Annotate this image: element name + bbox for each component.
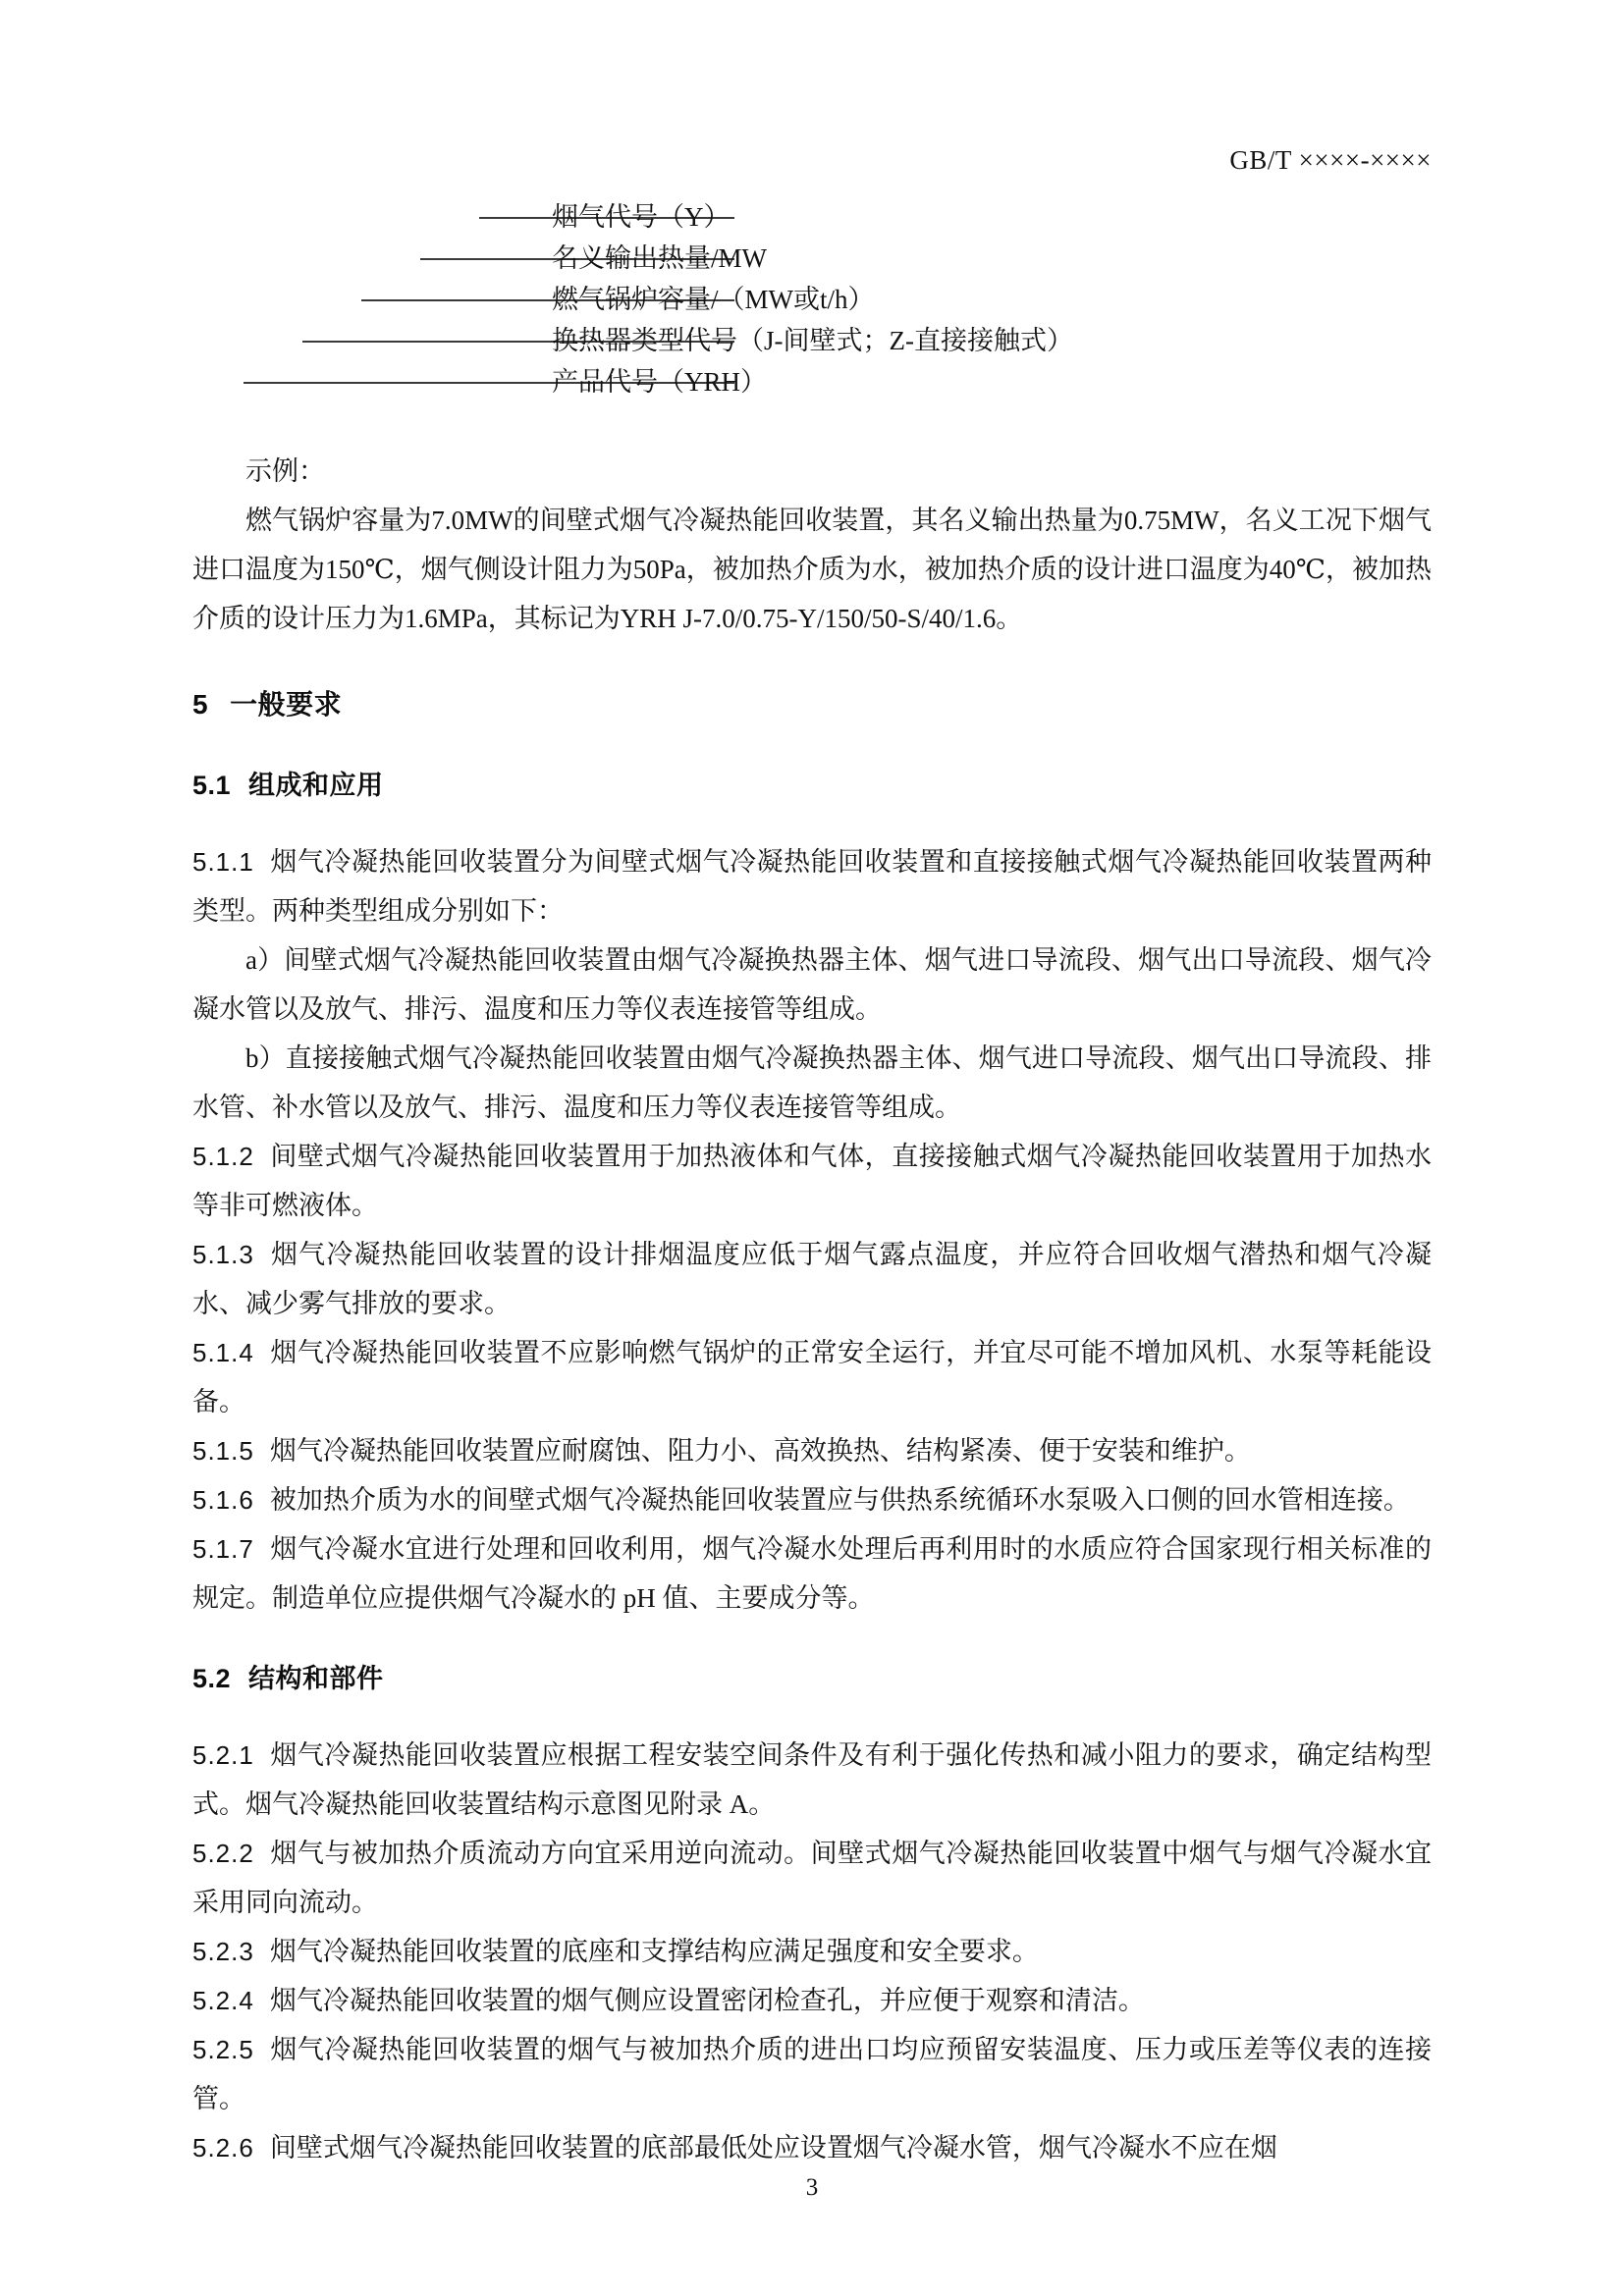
clause-text: 烟气冷凝热能回收装置的底座和支撑结构应满足强度和安全要求。 [269, 1937, 1039, 1966]
list-item-a [192, 935, 1432, 1034]
designation-key-diagram [192, 196, 1432, 402]
section-heading-5-1 [192, 763, 1432, 808]
key-label: 产品代号（YRH） [552, 367, 768, 397]
clause-text: 间壁式烟气冷凝热能回收装置用于加热液体和气体，直接接触式烟气冷凝热能回收装置用于加热水等非可燃液体。 [192, 1142, 1432, 1220]
clause-text: 烟气冷凝热能回收装置的烟气与被加热介质的进出口均应预留安装温度、压力或压差等仪表的连接管。 [192, 2035, 1432, 2113]
clause-5-2-1 [192, 1731, 1432, 1829]
clause-5-2-6 [192, 2123, 1432, 2172]
page-number: 3 [805, 2174, 819, 2201]
clause-5-1-3 [192, 1230, 1432, 1328]
section-title: 一般要求 [230, 689, 343, 720]
key-label: 换热器类型代号（J-间壁式；Z-直接接触式） [552, 326, 1073, 355]
document-body [192, 447, 1432, 2172]
page-footer [0, 2174, 1624, 2202]
clause-5-1-5 [192, 1426, 1432, 1475]
key-row [192, 238, 1432, 279]
key-label: 名义输出热量/MW [552, 243, 767, 273]
subsection-number: 5.1 [192, 771, 232, 800]
key-row [192, 361, 1432, 402]
clause-text: 烟气与被加热介质流动方向宜采用逆向流动。间壁式烟气冷凝热能回收装置中烟气与烟气冷凝水宜采用同向流动。 [192, 1839, 1432, 1917]
clause-number: 5.1.3 [192, 1240, 254, 1269]
clause-number: 5.2.5 [192, 2035, 254, 2064]
clause-5-2-5 [192, 2025, 1432, 2123]
section-number: 5 [192, 689, 209, 720]
list-marker: b） [245, 1043, 286, 1073]
key-row [192, 196, 1432, 238]
clause-5-1-2 [192, 1132, 1432, 1230]
clause-number: 5.1.5 [192, 1436, 254, 1466]
clause-number: 5.1.7 [192, 1534, 254, 1564]
key-label: 烟气代号（Y） [552, 202, 731, 232]
subsection-title: 结构和部件 [248, 1664, 384, 1693]
clause-text: 被加热介质为水的间壁式烟气冷凝热能回收装置应与供热系统循环水泵吸入口侧的回水管相连接。 [269, 1485, 1410, 1515]
page-header [192, 145, 1432, 176]
clause-number: 5.1.1 [192, 847, 254, 877]
example-label: 示例： [245, 456, 325, 486]
clause-number: 5.2.6 [192, 2133, 254, 2163]
key-label: 燃气锅炉容量/（MW或t/h） [552, 285, 875, 314]
list-item-text: 间壁式烟气冷凝热能回收装置由烟气冷凝换热器主体、烟气进口导流段、烟气出口导流段、烟气冷凝水管以及放气、排污、温度和压力等仪表连接管等组成。 [192, 945, 1433, 1024]
standard-number: GB/T ××××-×××× [1229, 145, 1432, 175]
clause-5-1-6 [192, 1475, 1432, 1524]
clause-5-1-1 [192, 837, 1432, 935]
clause-text: 烟气冷凝热能回收装置的设计排烟温度应低于烟气露点温度，并应符合回收烟气潜热和烟气冷凝水、减少雾气排放的要求。 [192, 1240, 1432, 1318]
clause-text: 烟气冷凝水宜进行处理和回收利用，烟气冷凝水处理后再利用时的水质应符合国家现行相关标准的规定。制造单位应提供烟气冷凝水的 pH 值、主要成分等。 [192, 1534, 1432, 1613]
example-paragraph: 燃气锅炉容量为7.0MW的间壁式烟气冷凝热能回收装置，其名义输出热量为0.75MW，名义工况下烟气进口温度为150℃，烟气侧设计阻力为50Pa，被加热介质为水，被加热介质的设计进口温度为40℃，被加热介质的设计压力为1.6MPa，其标记为YRH J-7.0/0.75-Y/150/50-S/40/1.6。 [192, 506, 1432, 633]
clause-number: 5.2.1 [192, 1740, 254, 1770]
list-marker: a） [245, 945, 285, 975]
subsection-title: 组成和应用 [248, 771, 384, 800]
clause-number: 5.1.2 [192, 1142, 254, 1171]
clause-5-1-4 [192, 1328, 1432, 1426]
list-item-text: 直接接触式烟气冷凝热能回收装置由烟气冷凝换热器主体、烟气进口导流段、烟气出口导流段、排水管、补水管以及放气、排污、温度和压力等仪表连接管等组成。 [192, 1043, 1432, 1122]
list-item-b [192, 1034, 1432, 1132]
clause-text: 烟气冷凝热能回收装置应根据工程安装空间条件及有利于强化传热和减小阻力的要求，确定结构型式。烟气冷凝热能回收装置结构示意图见附录 A。 [192, 1740, 1432, 1819]
clause-5-1-7 [192, 1524, 1432, 1623]
clause-number: 5.1.6 [192, 1485, 254, 1515]
subsection-number: 5.2 [192, 1664, 232, 1693]
clause-5-2-2 [192, 1829, 1432, 1927]
clause-text: 烟气冷凝热能回收装置的烟气侧应设置密闭检查孔，并应便于观察和清洁。 [269, 1986, 1145, 2015]
key-row [192, 320, 1432, 361]
clause-number: 5.2.2 [192, 1839, 254, 1868]
key-row [192, 279, 1432, 320]
clause-text: 烟气冷凝热能回收装置应耐腐蚀、阻力小、高效换热、结构紧凑、便于安装和维护。 [269, 1436, 1251, 1466]
clause-number: 5.1.4 [192, 1338, 254, 1367]
clause-number: 5.2.4 [192, 1986, 254, 2015]
clause-5-2-4 [192, 1976, 1432, 2025]
clause-5-2-3 [192, 1927, 1432, 1976]
section-heading-5-2 [192, 1656, 1432, 1701]
section-heading-5 [192, 682, 1432, 727]
clause-text: 烟气冷凝热能回收装置分为间壁式烟气冷凝热能回收装置和直接接触式烟气冷凝热能回收装置两种类型。两种类型组成分别如下： [192, 847, 1432, 926]
clause-text: 烟气冷凝热能回收装置不应影响燃气锅炉的正常安全运行，并宜尽可能不增加风机、水泵等耗能设备。 [192, 1338, 1432, 1416]
clause-number: 5.2.3 [192, 1937, 254, 1966]
clause-text: 间壁式烟气冷凝热能回收装置的底部最低处应设置烟气冷凝水管，烟气冷凝水不应在烟 [269, 2133, 1277, 2163]
